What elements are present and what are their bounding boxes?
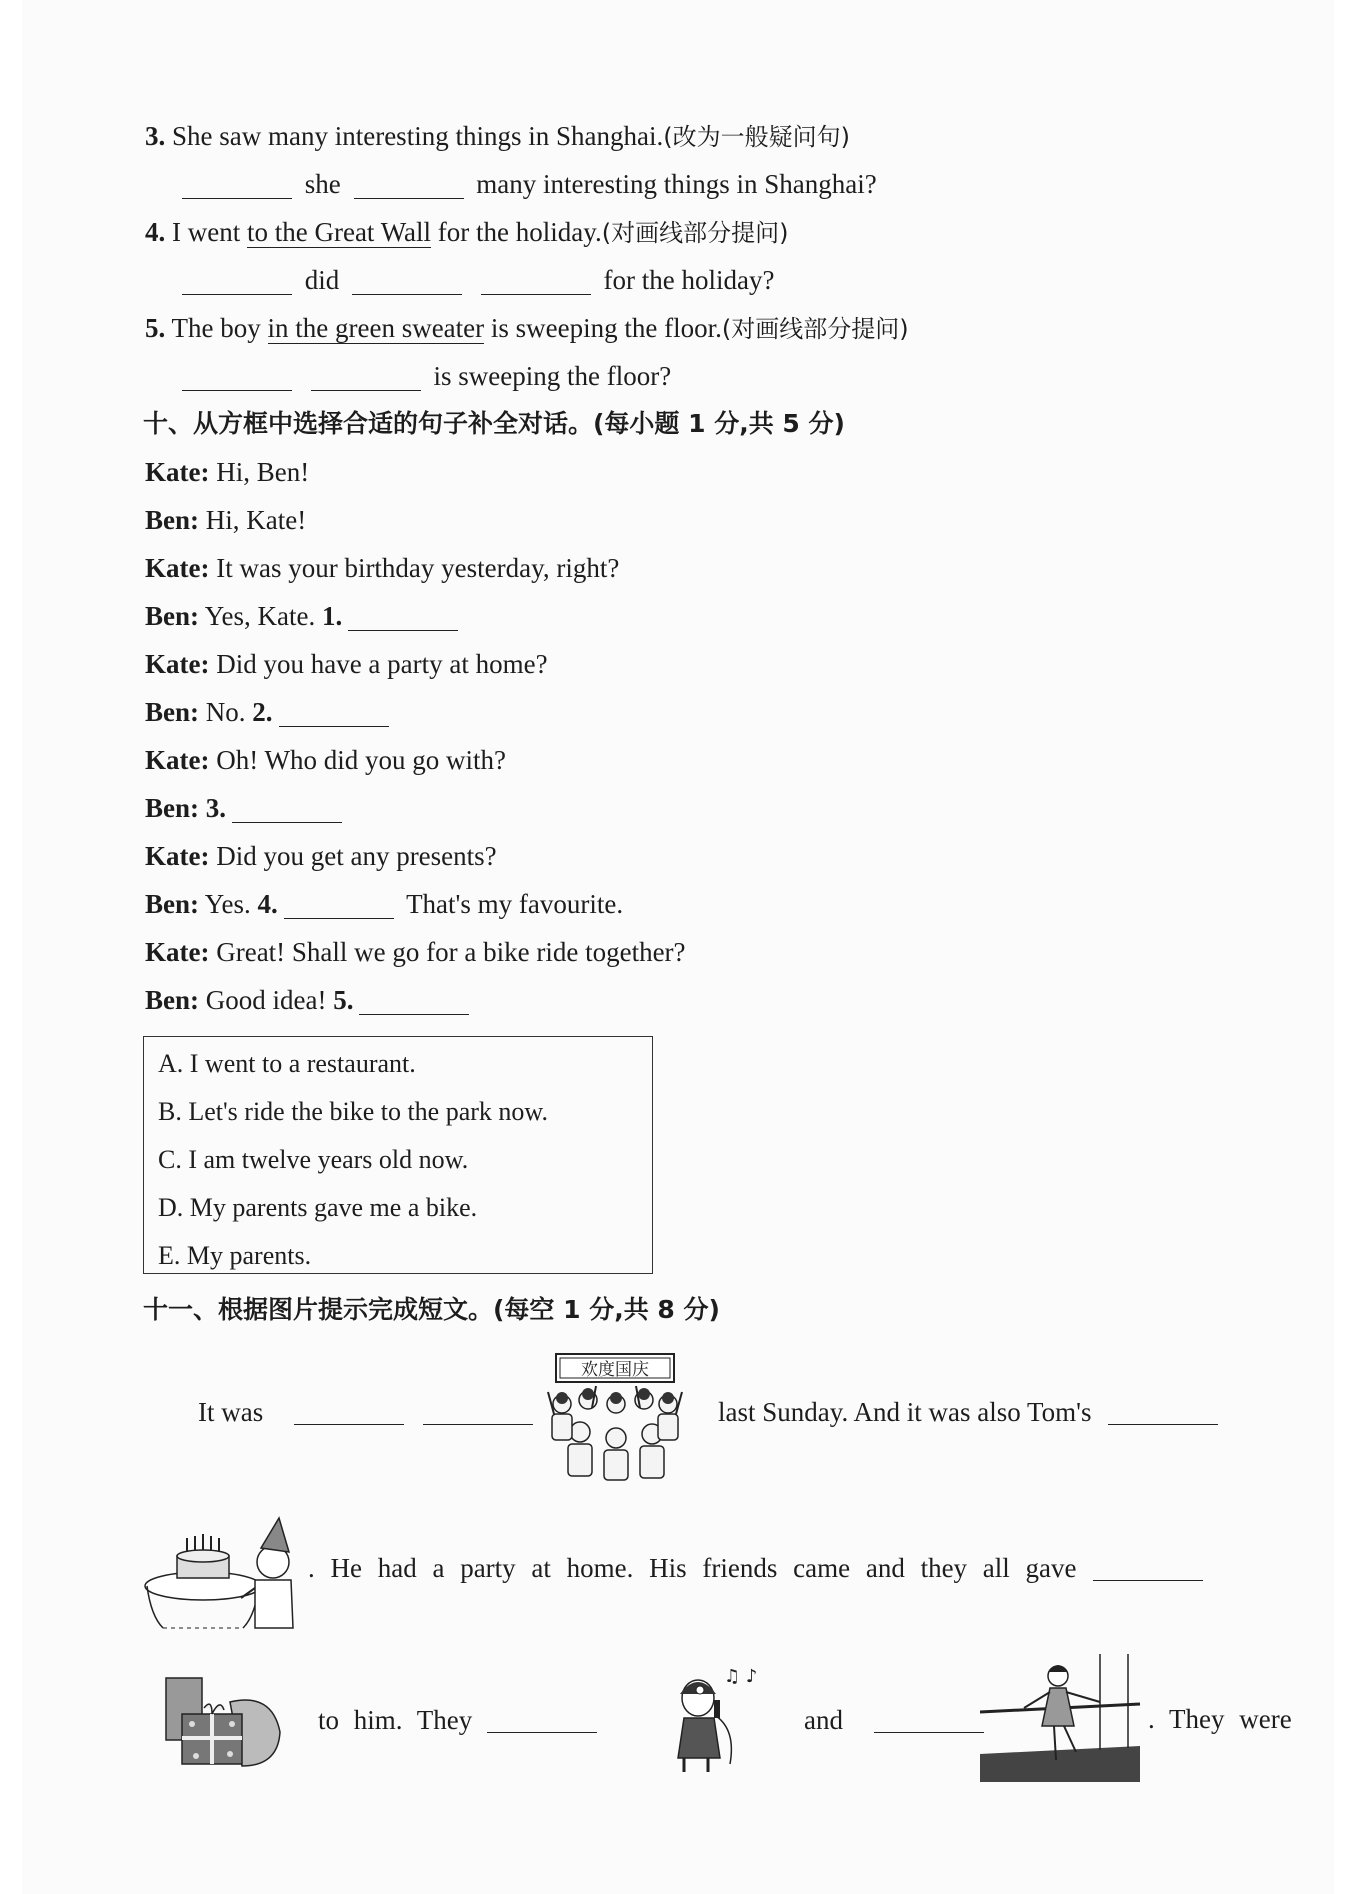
answer-blank[interactable] — [481, 264, 591, 295]
option-e: E. My parents. — [158, 1241, 312, 1270]
answer-blank[interactable] — [232, 792, 342, 823]
passage-line-3a: to him. They — [318, 1704, 597, 1736]
passage-line-2: . He had a party at home. His friends came and they all gave — [308, 1552, 1203, 1584]
section-10-title: 十、从方框中选择合适的句子补全对话。(每小题 1 分,共 5 分) — [143, 409, 845, 438]
dialogue-line: Ben: Hi, Kate! — [145, 505, 307, 535]
answer-blank[interactable] — [182, 360, 292, 391]
passage-line-1a: It was — [198, 1396, 533, 1428]
answer-blank[interactable] — [487, 1704, 597, 1733]
answer-blank[interactable] — [1108, 1396, 1218, 1425]
option-a: A. I went to a restaurant. — [158, 1049, 416, 1078]
dialogue-line: Kate: Great! Shall we go for a bike ride together? — [145, 937, 686, 967]
question-5-answer: is sweeping the floor? — [182, 356, 671, 396]
dialogue-line: Ben: Good idea! 5. — [145, 980, 475, 1020]
dialogue-line: Kate: It was your birthday yesterday, right? — [145, 553, 620, 583]
question-3-answer: she many interesting things in Shanghai? — [182, 164, 877, 204]
answer-blank[interactable] — [348, 600, 458, 631]
answer-blank[interactable] — [354, 168, 464, 199]
option-c: C. I am twelve years old now. — [158, 1145, 469, 1174]
dialogue-line: Kate: Oh! Who did you go with? — [145, 745, 506, 775]
dialogue-line: Kate: Did you get any presents? — [145, 841, 497, 871]
dialogue-line: Kate: Hi, Ben! — [145, 457, 310, 487]
section-11-title: 十一、根据图片提示完成短文。(每空 1 分,共 8 分) — [143, 1295, 720, 1324]
dancing-girl-picture — [980, 1654, 1142, 1782]
passage-line-1b: last Sunday. And it was also Tom's — [718, 1396, 1218, 1428]
question-4-answer: did for the holiday? — [182, 260, 774, 300]
answer-blank[interactable] — [182, 264, 292, 295]
options-box — [143, 1036, 653, 1274]
question-4: 4. I went to the Great Wall for the holiday.(对画线部分提问) — [145, 217, 789, 247]
answer-blank[interactable] — [284, 888, 394, 919]
dialogue-line: Kate: Did you have a party at home? — [145, 649, 548, 679]
answer-blank[interactable] — [874, 1704, 984, 1733]
answer-blank[interactable] — [294, 1396, 404, 1425]
answer-blank[interactable] — [423, 1396, 533, 1425]
answer-blank[interactable] — [311, 360, 421, 391]
question-5: 5. The boy in the green sweater is sweeping the floor.(对画线部分提问) — [145, 313, 909, 343]
presents-picture — [160, 1672, 286, 1772]
underlined-phrase: in the green sweater — [267, 313, 485, 343]
singing-girl-picture — [658, 1660, 758, 1778]
answer-blank[interactable] — [1093, 1552, 1203, 1581]
question-3: 3. She saw many interesting things in Shanghai.(改为一般疑问句) — [145, 121, 850, 151]
dialogue-line: Ben: No. 2. — [145, 692, 395, 732]
underlined-phrase: to the Great Wall — [246, 217, 432, 247]
answer-blank[interactable] — [352, 264, 462, 295]
dialogue-line: Ben: Yes. 4. That's my favourite. — [145, 889, 624, 919]
banner-text: 欢度国庆 — [581, 1360, 649, 1380]
national-day-picture — [540, 1352, 690, 1484]
svg-text:♫ ♪: ♫ ♪ — [724, 1666, 758, 1687]
answer-blank[interactable] — [359, 984, 469, 1015]
passage-line-3c: . They were — [1148, 1704, 1292, 1734]
dialogue-line: Ben: 3. — [145, 788, 348, 828]
option-b: B. Let's ride the bike to the park now. — [158, 1097, 549, 1126]
dialogue-line: Ben: Yes, Kate. 1. — [145, 596, 464, 636]
answer-blank[interactable] — [182, 168, 292, 199]
passage-line-3b: and — [804, 1704, 984, 1736]
birthday-picture — [143, 1516, 305, 1632]
option-d: D. My parents gave me a bike. — [158, 1193, 478, 1222]
answer-blank[interactable] — [279, 696, 389, 727]
